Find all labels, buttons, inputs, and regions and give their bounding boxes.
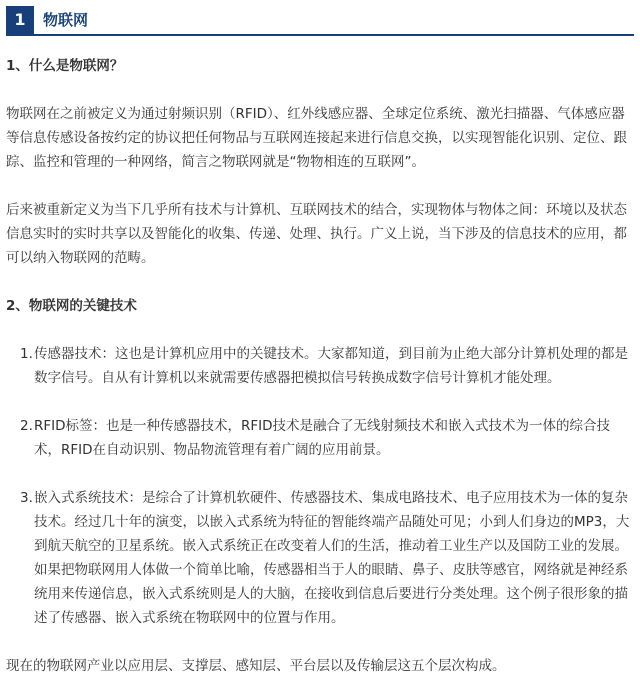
article-content — [6, 54, 634, 678]
heading-key-technologies: 2、物联网的关键技术 — [6, 298, 137, 314]
key-technologies-list — [6, 342, 634, 630]
list-item-number: 1. — [20, 346, 33, 362]
section-number-badge: 1 — [6, 6, 34, 34]
list-item-text: 传感器技术：这也是计算机应用中的关键技术。大家都知道，到目前为止绝大部分计算机处理的都是数字信号。自从有计算机以来就需要传感器把模拟信号转换成数字信号计算机才能处理。 — [34, 346, 628, 386]
list-item-number: 2. — [20, 418, 33, 434]
paragraph-definition-redefined: 后来被重新定义为当下几乎所有技术与计算机、互联网技术的结合，实现物体与物体之间：环境以及状态信息实时的实时共享以及智能化的收集、传递、处理、执行。广义上说，当下涉及的信息技术的应用，都可以纳入物联网的范畴。 — [6, 202, 627, 266]
list-item-number: 3. — [20, 490, 33, 506]
paragraph-industry-layers: 现在的物联网产业以应用层、支撑层、感知层、平台层以及传输层这五个层次构成。 — [6, 658, 506, 674]
list-item-rfid — [6, 414, 634, 462]
section-header — [6, 6, 634, 36]
list-item-text: 嵌入式系统技术：是综合了计算机软硬件、传感器技术、集成电路技术、电子应用技术为一体的复杂技术。经过几十年的演变，以嵌入式系统为特征的智能终端产品随处可见；小到人们身边的MP3，大到航天航空的卫星系统。嵌入式系统正在改变着人们的生活，推动着工业生产以及国防工业的发展。如果把物联网用人体做一个简单比喻，传感器相当于人的眼睛、鼻子、皮肤等感官，网络就是神经系统用来传递信息，嵌入式系统则是人的大脑，在接收到信息后要进行分类处理。这个例子很形象的描述了传感器、嵌入式系统在物联网中的位置与作用。 — [34, 490, 630, 626]
section-title: 物联网 — [43, 11, 89, 29]
list-item-embedded-systems — [6, 486, 634, 630]
list-item-sensor-tech — [6, 342, 634, 390]
list-item-text: RFID标签：也是一种传感器技术，RFID技术是融合了无线射频技术和嵌入式技术为一体的综合技术，RFID在自动识别、物品物流管理有着广阔的应用前景。 — [34, 418, 611, 458]
heading-what-is-iot: 1、什么是物联网？ — [6, 58, 124, 74]
paragraph-definition-original: 物联网在之前被定义为通过射频识别（RFID）、红外线感应器、全球定位系统、激光扫描器、气体感应器等信息传感设备按约定的协议把任何物品与互联网连接起来进行信息交换，以实现智能化识别、定位、跟踪、监控和管理的一种网络，简言之物联网就是“物物相连的互联网”。 — [6, 106, 627, 170]
